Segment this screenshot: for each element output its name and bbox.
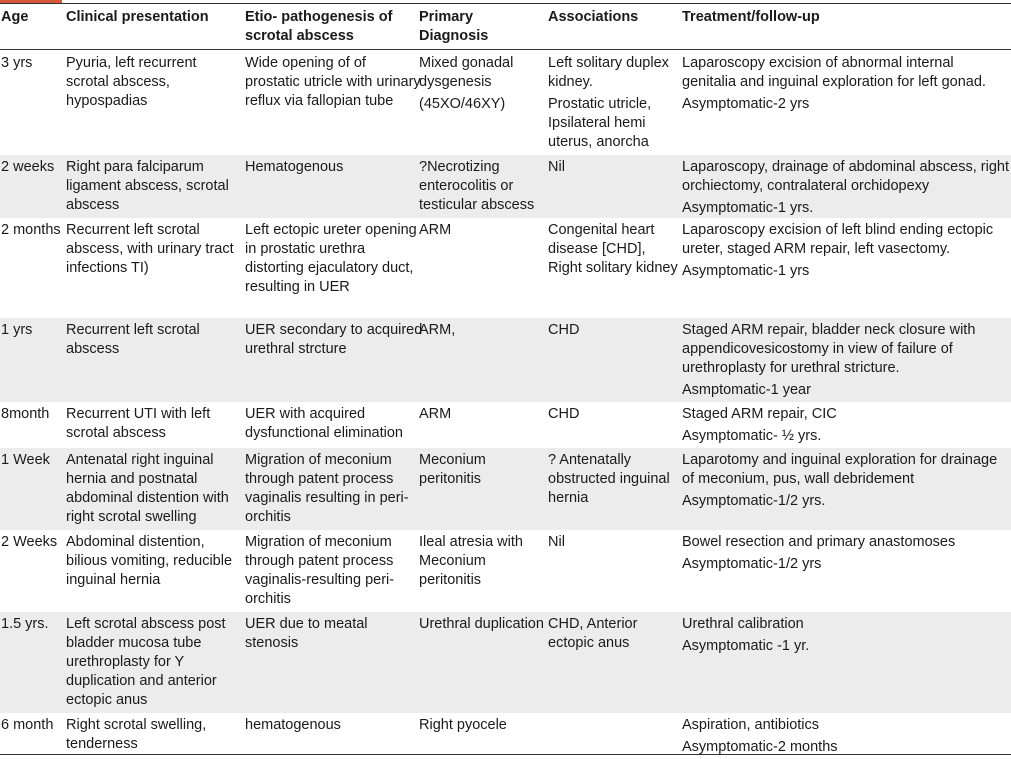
followup-line: Asymptomatic -1 yr. <box>682 638 810 654</box>
cell-clinical: Recurrent left scrotal abscess, with urinary tract infections TI) <box>66 222 234 276</box>
association-line: CHD <box>548 406 580 422</box>
header-rule <box>0 49 1011 50</box>
association-line: Congenital heart disease [CHD], Right solitary kidney <box>548 222 678 276</box>
cell-clinical: Abdominal distention, bilious vomiting, reducible inguinal hernia <box>66 534 233 588</box>
association-line: CHD, Anterior ectopic anus <box>548 616 638 651</box>
cell-diagnosis <box>419 612 545 634</box>
followup-line: Asymptomatic-1/2 yrs <box>682 556 822 572</box>
cell-clinical: Left scrotal abscess post bladder mucosa tube urethroplasty for Y duplication and anterior ectopic anus <box>66 616 226 708</box>
cell-etio: UER secondary to acquired urethral strcture <box>245 322 423 357</box>
cell-associations <box>548 448 682 508</box>
diagnosis-line: ARM <box>419 406 452 422</box>
cell-diagnosis <box>419 51 545 114</box>
cell-etio: Left ectopic ureter opening in prostatic urethra distorting ejaculatory duct, resulting in UER <box>245 222 417 295</box>
cell-diagnosis <box>419 530 545 590</box>
cell-etio: Wide opening of of prostatic utricle with urinary reflux via fallopian tube <box>245 55 421 109</box>
diagnosis-line: Ileal atresia with Meconium peritonitis <box>419 534 523 588</box>
treatment-line: Laparoscopy excision of abnormal internal genitalia and inguinal exploration for left gonad. <box>682 55 986 90</box>
treatment-line: Laparotomy and inguinal exploration for drainage of meconium, pus, wall debridement <box>682 452 998 487</box>
cell-age: 2 months <box>1 222 61 238</box>
cell-associations <box>548 402 682 424</box>
diagnosis-line: ARM <box>419 222 452 238</box>
cell-treatment <box>682 402 1011 446</box>
cell-associations <box>548 155 682 177</box>
cell-age: 3 yrs <box>1 55 33 71</box>
followup-line: Asymptomatic-2 yrs <box>682 96 810 112</box>
treatment-line: Staged ARM repair, CIC <box>682 406 837 422</box>
cell-treatment <box>682 713 1011 757</box>
table-row <box>0 713 1011 759</box>
header-etio-pathogenesis: Etio- pathogenesis of scrotal abscess <box>245 9 393 44</box>
diagnosis-line: Mixed gonadal dysgenesis <box>419 55 514 90</box>
followup-line: Asmptomatic-1 year <box>682 382 811 398</box>
cell-treatment <box>682 530 1011 574</box>
header-treatment-followup: Treatment/follow-up <box>682 9 820 25</box>
association-line: Left solitary duplex kidney. <box>548 55 669 90</box>
header-primary-diagnosis: Primary Diagnosis <box>419 9 489 44</box>
cell-clinical: Antenatal right inguinal hernia and postnatal abdominal distention with right scrotal swelling <box>66 452 229 525</box>
diagnosis-line: Urethral duplication <box>419 616 544 632</box>
diagnosis-line: Meconium peritonitis <box>419 452 486 487</box>
cell-age: 1 yrs <box>1 322 33 338</box>
cell-associations <box>548 530 682 552</box>
cell-treatment <box>682 218 1011 281</box>
cell-treatment <box>682 448 1011 511</box>
cell-clinical: Pyuria, left recurrent scrotal abscess, hypospadias <box>66 55 197 109</box>
cell-etio: Hematogenous <box>245 159 344 175</box>
association-line: Nil <box>548 534 565 550</box>
cell-treatment <box>682 51 1011 114</box>
cell-etio: UER with acquired dysfunctional elimination <box>245 406 403 441</box>
diagnosis-line: Right pyocele <box>419 717 507 733</box>
diagnosis-line: ARM, <box>419 322 456 338</box>
cell-age: 2 weeks <box>1 159 55 175</box>
table-row <box>0 530 1011 612</box>
association-line: Prostatic utricle, Ipsilateral hemi uterus, anorcha <box>548 96 652 150</box>
table-row <box>0 612 1011 713</box>
cell-age: 1 Week <box>1 452 50 468</box>
table-row <box>0 448 1011 530</box>
cell-age: 1.5 yrs. <box>1 616 49 632</box>
table-row <box>0 155 1011 218</box>
treatment-line: Staged ARM repair, bladder neck closure with appendicovesicostomy in view of failure of urethroplasty for urethral stricture. <box>682 322 976 376</box>
followup-line: Asymptomatic-1 yrs <box>682 263 810 279</box>
treatment-line: Laparoscopy excision of left blind ending ectopic ureter, staged ARM repair, left vasectomy. <box>682 222 994 257</box>
followup-line: Asymptomatic-1 yrs. <box>682 200 814 216</box>
cell-associations <box>548 713 682 716</box>
table-row <box>0 318 1011 402</box>
followup-line: Asymptomatic-2 months <box>682 739 838 755</box>
followup-line: Asymptomatic-1/2 yrs. <box>682 493 826 509</box>
cell-associations <box>548 612 682 653</box>
treatment-line: Laparoscopy, drainage of abdominal abscess, right orchiectomy, contralateral orchidopexy <box>682 159 1009 194</box>
diagnosis-line: (45XO/46XY) <box>419 96 506 112</box>
cell-age: 6 month <box>1 717 54 733</box>
association-line: Nil <box>548 159 565 175</box>
table-top-rule <box>0 3 1011 4</box>
cell-associations <box>548 318 682 340</box>
cell-diagnosis <box>419 155 545 215</box>
diagnosis-line: ?Necrotizing enterocolitis or testicular abscess <box>419 159 535 213</box>
cell-treatment <box>682 612 1011 656</box>
table-row <box>0 51 1011 155</box>
table-row <box>0 218 1011 318</box>
cell-clinical: Right para falciparum ligament abscess, scrotal abscess <box>66 159 229 213</box>
header-associations: Associations <box>548 9 639 25</box>
cell-etio: Migration of meconium through patent process vaginalis resulting in peri-orchitis <box>245 452 409 525</box>
cell-etio: Migration of meconium through patent process vaginalis-resulting peri-orchitis <box>245 534 395 607</box>
cell-etio: UER due to meatal stenosis <box>245 616 368 651</box>
table-row <box>0 402 1011 448</box>
cell-diagnosis <box>419 713 545 735</box>
cell-treatment <box>682 318 1011 400</box>
cell-treatment <box>682 155 1011 218</box>
cell-diagnosis <box>419 218 545 240</box>
cell-clinical: Right scrotal swelling, tenderness <box>66 717 207 752</box>
treatment-line: Urethral calibration <box>682 616 804 632</box>
table-bottom-rule <box>0 754 1011 755</box>
association-line: ? Antenatally obstructed inguinal hernia <box>548 452 670 506</box>
cell-associations <box>548 218 682 278</box>
cell-age: 2 Weeks <box>1 534 58 550</box>
cell-clinical: Recurrent UTI with left scrotal abscess <box>66 406 211 441</box>
association-line: CHD <box>548 322 580 338</box>
cell-associations <box>548 51 682 152</box>
cell-etio: hematogenous <box>245 717 341 733</box>
treatment-line: Aspiration, antibiotics <box>682 717 820 733</box>
cell-diagnosis <box>419 448 545 489</box>
followup-line: Asymptomatic- ½ yrs. <box>682 428 822 444</box>
cell-clinical: Recurrent left scrotal abscess <box>66 322 200 357</box>
header-age: Age <box>1 9 29 25</box>
cell-age: 8month <box>1 406 50 422</box>
treatment-line: Bowel resection and primary anastomoses <box>682 534 956 550</box>
cell-diagnosis <box>419 402 545 424</box>
cell-diagnosis <box>419 318 545 340</box>
header-clinical-presentation: Clinical presentation <box>66 9 209 25</box>
